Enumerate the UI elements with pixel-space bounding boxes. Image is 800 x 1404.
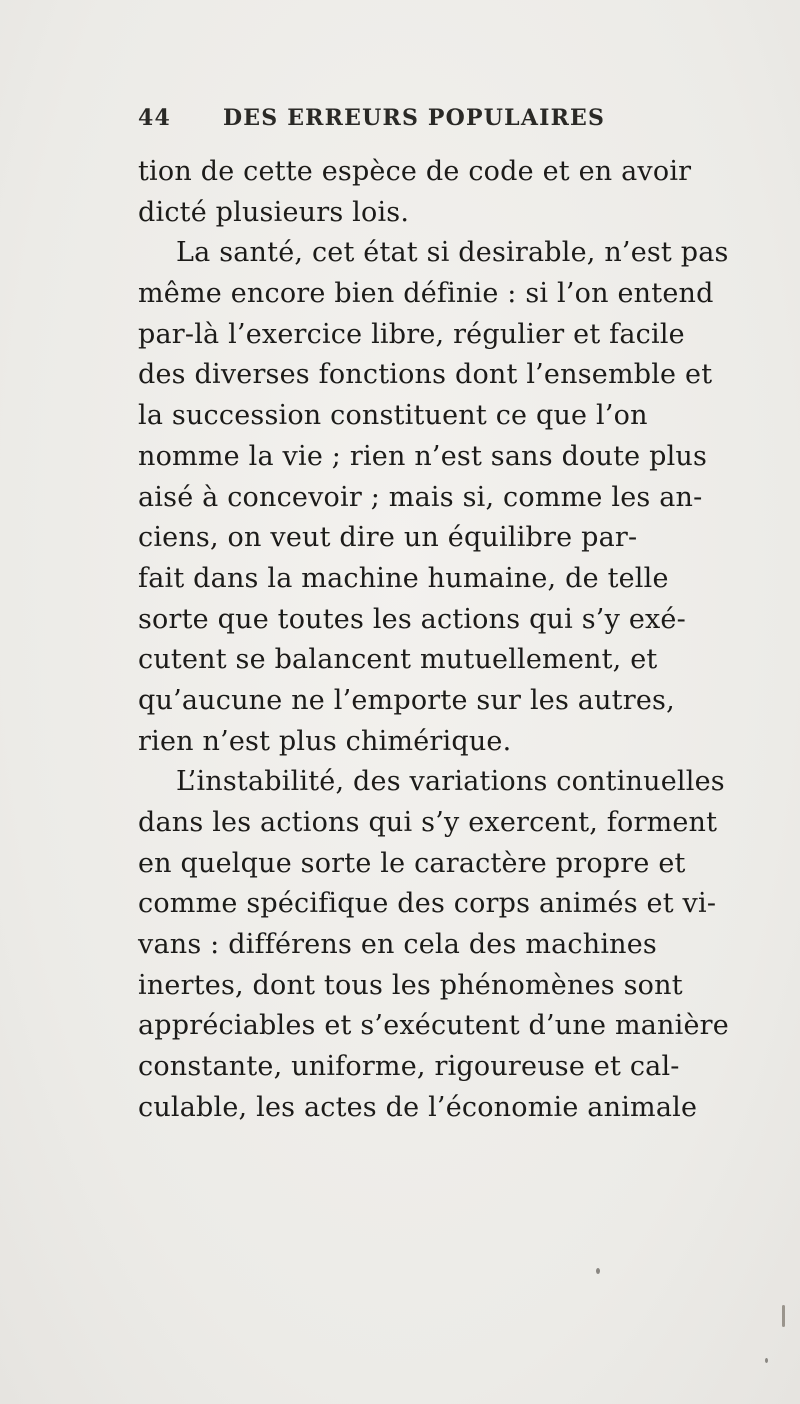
text-line: aisé à concevoir ; mais si, comme les an- — [138, 481, 703, 513]
text-line: nomme la vie ; rien n’est sans doute plus — [138, 440, 708, 472]
text-line: rien n’est plus chimérique. — [138, 725, 512, 757]
text-line: par-là l’exercice libre, régulier et facile — [138, 318, 685, 350]
text-line: ciens, on veut dire un équilibre par- — [138, 522, 638, 554]
paper-speck — [765, 1358, 768, 1363]
running-title: DES ERREURS POPULAIRES — [223, 105, 606, 131]
text-line: sorte que toutes les actions qui s’y exé- — [138, 603, 686, 635]
paper-speck — [782, 1305, 785, 1327]
text-line: comme spécifique des corps animés et vi- — [138, 888, 717, 920]
running-head — [138, 105, 768, 139]
text-line: constante, uniforme, rigoureuse et cal- — [138, 1051, 680, 1083]
text-line: cutent se balancent mutuellement, et — [138, 644, 658, 676]
paper-speck — [596, 1268, 600, 1274]
text-line: dans les actions qui s’y exercent, forment — [138, 807, 718, 838]
text-line: vans : différens en cela des machines — [138, 929, 657, 961]
text-line: même encore bien définie : si l’on entend — [138, 278, 714, 310]
text-line: en quelque sorte le caractère propre et — [138, 847, 686, 879]
text-line: des diverses fonctions dont l’ensemble et — [138, 359, 713, 391]
page-number: 44 — [138, 105, 172, 131]
text-line: la succession constituent ce que l’on — [138, 400, 648, 432]
body-text — [138, 152, 778, 1129]
text-line: qu’aucune ne l’emporte sur les autres, — [138, 684, 675, 716]
text-line: L’instabilité, des variations continuelles — [176, 766, 725, 798]
text-line: culable, les actes de l’économie animale — [138, 1091, 698, 1123]
text-line: appréciables et s’exécutent d’une manière — [138, 1010, 729, 1042]
text-line: fait dans la machine humaine, de telle — [138, 562, 669, 594]
text-line: tion de cette espèce de code et en avoir — [138, 156, 692, 187]
text-line: La santé, cet état si desirable, n’est pas — [176, 237, 729, 269]
text-line: inertes, dont tous les phénomènes sont — [138, 969, 683, 1001]
text-line: dicté plusieurs lois. — [138, 196, 410, 228]
